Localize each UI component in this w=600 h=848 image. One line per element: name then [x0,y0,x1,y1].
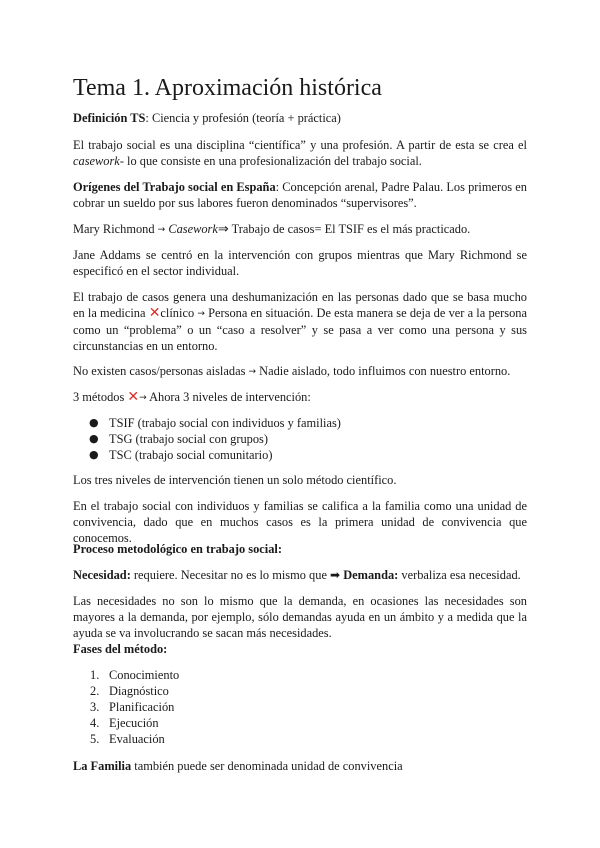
arrow-right-icon: → [197,309,205,319]
addams-paragraph: Jane Addams se centró en la intervención con grupos mientras que Mary Richmond se especificó en el sector individual. [73,248,527,278]
casework-term: casework [73,154,120,168]
list-item: ● TSG (trabajo social con grupos) [89,432,268,446]
list-item: 2. Diagnóstico [90,684,169,698]
list-item: 4. Ejecución [90,716,159,730]
fases-heading: Fases del método: [73,642,168,656]
arrow-right-icon: → [248,367,257,377]
double-arrow-right-icon: ⇒ [217,222,229,237]
demanda-label: Demanda: [340,568,399,582]
phases-list [73,667,513,747]
richmond-paragraph: Mary Richmond → Casework⇒ Trabajo de casos= El TSIF es el más practicado. [73,222,471,237]
methods-paragraph: 3 métodos ✕→ Ahora 3 niveles de intervención: [73,389,311,405]
cross-mark-icon: ✕ [127,389,140,405]
bullet-icon: ● [89,416,99,429]
arrow-right-icon: → [139,393,147,403]
definition-paragraph [73,110,527,126]
definition-label: Definición TS [73,111,146,125]
single-method-paragraph: Los tres niveles de intervención tienen un solo método científico. [73,473,397,487]
intervention-levels-list [73,415,513,463]
necesidad-paragraph: Necesidad: requiere. Necesitar no es lo mismo que ➡ Demanda: verbaliza esa necesidad. [73,568,521,582]
list-item: 5. Evaluación [90,732,165,746]
needs-demand-paragraph: Las necesidades no son lo mismo que la demanda, en ocasiones las necesidades son mayores a la demanda, por ejemplo, sólo demandas ayuda en un ámbito y a medida que la ayuda se va involucrando se sacan más necesidades. [73,594,527,640]
familia-label: La Familia [73,759,132,773]
arrow-right-icon: ➡ [330,568,341,582]
origins-label: Orígenes del Trabajo social en España [73,180,276,194]
isolation-paragraph: No existen casos/personas aisladas → Nadie aislado, todo influimos con nuestro entorno. [73,364,511,378]
family-unit-paragraph: En el trabajo social con individuos y familias se califica a la familia como una unidad de convivencia, dado que en muchos casos es la primera unidad de convivencia que conocemos. [73,499,527,545]
cross-mark-icon: ✕ [148,305,161,321]
bullet-icon: ● [89,432,99,445]
arrow-right-icon: → [157,225,166,235]
bullet-icon: ● [89,448,99,461]
proceso-heading: Proceso metodológico en trabajo social: [73,542,282,556]
familia-paragraph: La Familia también puede ser denominada unidad de convivencia [73,759,403,773]
casework-dehumanization-paragraph: El trabajo de casos genera una deshumanización en las personas dado que se basa mucho en la medicina ✕clínico → Persona en situación. De esta manera se deja de ver a la persona como un “problema” o un “caso a resolver” y se pasa a ver como una persona y sus circunstancias en un entorno. [73,290,527,353]
definition-text: : Ciencia y profesión (teoría + práctica) [145,111,341,125]
list-item: 3. Planificación [90,700,175,714]
casework-paragraph: El trabajo social es una disciplina “científica” y una profesión. A partir de esta se crea el casework- lo que consiste en una profesionalización del trabajo social. [73,138,527,168]
page-title: Tema 1. Aproximación histórica [73,75,382,101]
list-item: ● TSC (trabajo social comunitario) [89,448,273,462]
list-item: 1. Conocimiento [90,668,180,682]
necesidad-label: Necesidad: [73,568,131,582]
origins-paragraph: Orígenes del Trabajo social en España: Concepción arenal, Padre Palau. Los primeros en cobrar un sueldo por sus labores fueron denominados “supervisores”. [73,180,527,210]
list-item: ● TSIF (trabajo social con individuos y familias) [89,416,341,430]
